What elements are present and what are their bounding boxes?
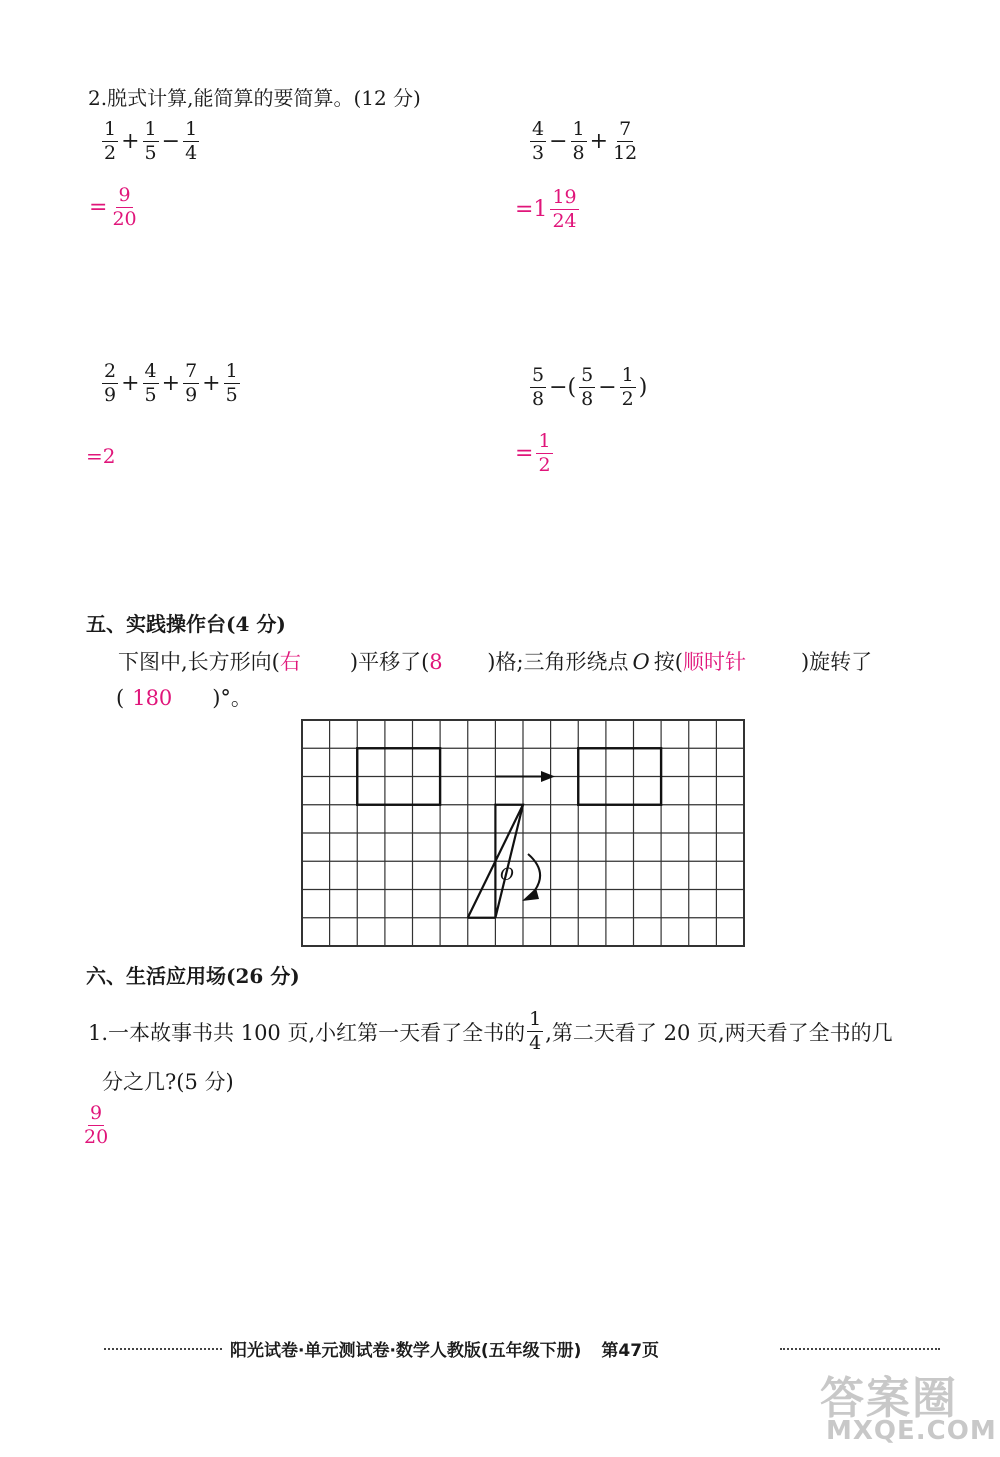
question-2-title: 2.脱式计算,能简算的要简算。(12 分)	[88, 86, 421, 110]
section-6-question-1-answer: $\frac{9}{20}$	[84, 1102, 109, 1148]
grid-lines	[302, 720, 744, 946]
problem-4-answer: = $\frac{1}{2}$	[515, 430, 551, 476]
point-o-label: O	[500, 865, 514, 885]
problem-3-expression: $\frac{2}{9}$ + $\frac{4}{5}$ + $\frac{7}{9}$ + $\frac{1}{5}$	[104, 360, 238, 406]
page-number: 第47页	[601, 1341, 660, 1361]
translation-arrowhead	[541, 771, 555, 782]
problem-3-answer: =2	[86, 444, 116, 468]
footer-dots-right	[780, 1348, 940, 1350]
problem-2-answer: =1 $\frac{19}{24}$	[515, 186, 577, 232]
section-5-line-2: ( 180 )°。	[116, 686, 252, 710]
answer-degrees: 180	[132, 686, 173, 710]
section-6-question-1: 1.一本故事书共 100 页,小红第一天看了全书的 $\frac{1}{4}$ ,第二天看了 20 页,两天看了全书的几	[88, 1008, 893, 1054]
watermark-url: MXQE.COM	[826, 1416, 997, 1446]
rotation-arrow	[528, 854, 540, 894]
problem-2-expression: $\frac{4}{3}$ − $\frac{1}{8}$ + $\frac{7}{12}$	[532, 118, 638, 164]
section-5-title: 五、实践操作台(4 分)	[86, 612, 286, 636]
section-5-line-1: 下图中,长方形向(右 )平移了(8 )格;三角形绕点 O 按(顺时针 )旋转了	[118, 646, 872, 676]
watermark-logo: 答案圈	[820, 1373, 958, 1424]
problem-1-answer: = $\frac{9}{20}$	[89, 184, 137, 230]
problem-4-expression: $\frac{5}{8}$ −( $\frac{5}{8}$ − $\frac{1}{2}$ )	[532, 364, 648, 410]
footer-dots-left	[104, 1348, 222, 1350]
section-6-question-1-cont: 分之几?(5 分)	[102, 1070, 234, 1094]
answer-direction: 右	[279, 650, 301, 674]
answer-rotation: 顺时针	[682, 650, 746, 674]
problem-1-expression: $\frac{1}{2}$ + $\frac{1}{5}$ − $\frac{1}{4}$	[104, 118, 198, 164]
footer-title: 阳光试卷·单元测试卷·数学人教版(五年级下册)	[230, 1341, 582, 1361]
section-6-title: 六、生活应用场(26 分)	[86, 964, 300, 988]
answer-steps: 8	[429, 650, 443, 674]
transformation-grid	[300, 718, 746, 948]
footer	[230, 1336, 659, 1361]
